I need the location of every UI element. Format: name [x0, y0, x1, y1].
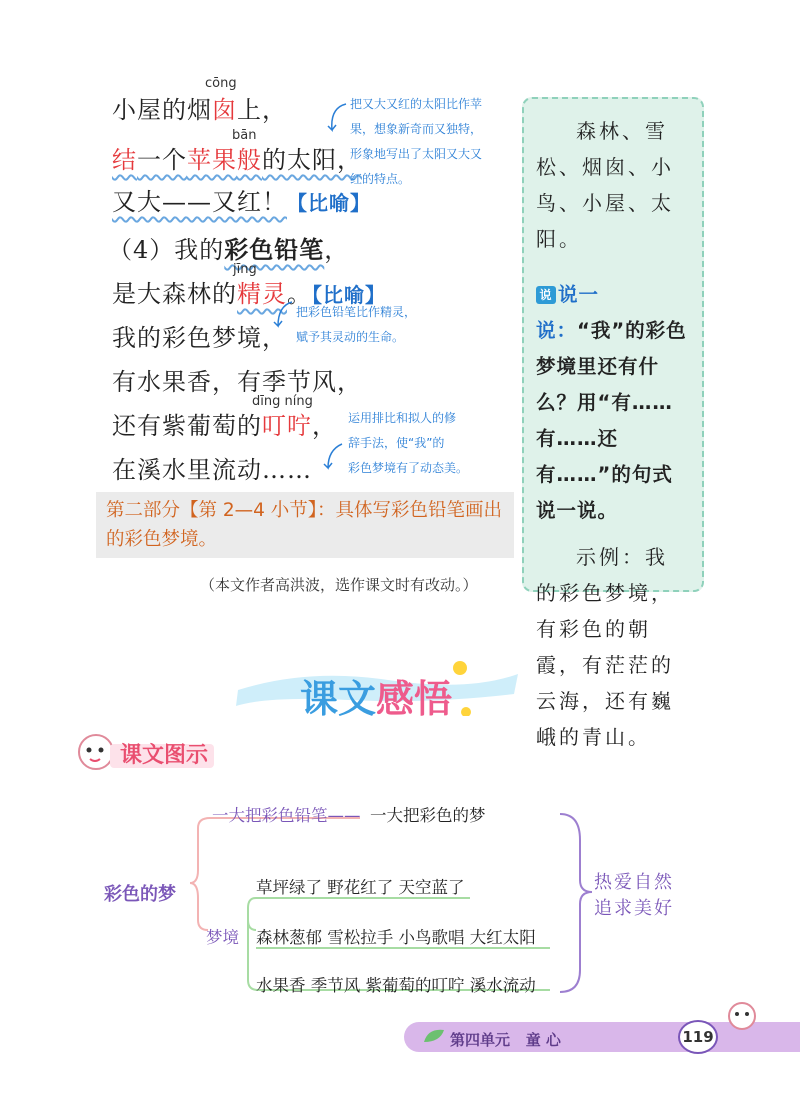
figure-tag: 【比喻】	[287, 191, 371, 215]
pinyin-cong: cōng	[205, 76, 237, 91]
diagram-root: 彩色的梦	[104, 884, 176, 905]
note-pencil-spirit: 把彩色铅笔比作精灵， 赋予其灵动的生命。	[296, 305, 417, 344]
diagram-title: 课文图示	[120, 743, 209, 768]
sidebar-box	[522, 97, 704, 749]
diagram-branch-top-result: 一大把彩色的梦	[370, 806, 486, 825]
diagram-row-2: 森林葱郁 雪松拉手 小鸟歌唱 大红太阳	[256, 928, 536, 947]
diagram-sub-label: 梦境	[206, 928, 239, 947]
note-parallelism: 运用排比和拟人的修 辞手法，使“我”的 彩色梦境有了动态美。	[348, 411, 469, 475]
poem-line-2: 结一个苹果般的太阳，	[112, 146, 362, 174]
note-arrow-icon	[322, 100, 350, 146]
poem-line-1: 小屋的烟囱上，	[112, 96, 287, 124]
speak-badge-icon: 说	[536, 286, 556, 304]
diagram-row-3: 水果香 季节风 紫葡萄的叮咛 溪水流动	[256, 976, 536, 995]
part-summary: 第二部分【第 2—4 小节】：具体写彩色铅笔画出的彩色梦境。	[106, 500, 503, 550]
poem-line-3: 又大——又红！【比喻】	[112, 188, 371, 216]
poem-line-5: 是大森林的精灵。【比喻】	[112, 280, 386, 308]
banner-title: 课文感悟	[300, 677, 453, 721]
diagram-theme: 热爱自然 追求美好	[594, 872, 674, 919]
note-arrow-icon	[268, 298, 296, 332]
leaf-icon	[422, 1026, 448, 1046]
speak-example: 示例：我的彩色梦境，有彩色的朝霞，有茫茫的云海，还有巍峨的青山。	[536, 545, 674, 749]
poem-line-9: 在溪水里流动……	[112, 456, 312, 484]
speak-exercise	[536, 277, 690, 529]
speak-body: “我”的彩色梦境里还有什么？用“有……有……还有……”的句式说一说。	[536, 319, 687, 522]
footer-unit: 第四单元 童 心	[450, 1031, 561, 1049]
diagram-branch-top: 一大把彩色铅笔——	[212, 806, 361, 825]
pinyin-ban: bān	[232, 128, 257, 143]
note-sun-apple: 把又大又红的太阳比作苹 果，想象新奇而又独特， 形象地写出了太阳又大又 红的特点。	[350, 97, 483, 186]
figure-tag: 【比喻】	[312, 283, 386, 307]
part-summary-box	[96, 492, 514, 558]
pinyin-dingning: dīng níng	[252, 394, 313, 409]
page-number: 119	[678, 1020, 718, 1054]
source-note: （本文作者高洪波，选作课文时有改动。）	[200, 576, 478, 594]
note-arrow-icon	[318, 440, 346, 474]
poem-line-7: 有水果香，有季节风，	[112, 368, 362, 396]
mascot-icon	[722, 996, 762, 1036]
poem-line-4: （4）我的彩色铅笔，	[108, 235, 350, 264]
poem-line-6: 我的彩色梦境，	[112, 324, 287, 352]
pinyin-jing: jīng	[233, 262, 257, 277]
speak-title: 说一说：	[536, 283, 600, 342]
sidebar-words: 森林、雪松、烟囱、小鸟、小屋、太阳。	[536, 119, 674, 251]
diagram-row-1: 草坪绿了 野花红了 天空蓝了	[256, 878, 465, 897]
poem-line-8: 还有紫葡萄的叮咛，	[112, 412, 337, 440]
